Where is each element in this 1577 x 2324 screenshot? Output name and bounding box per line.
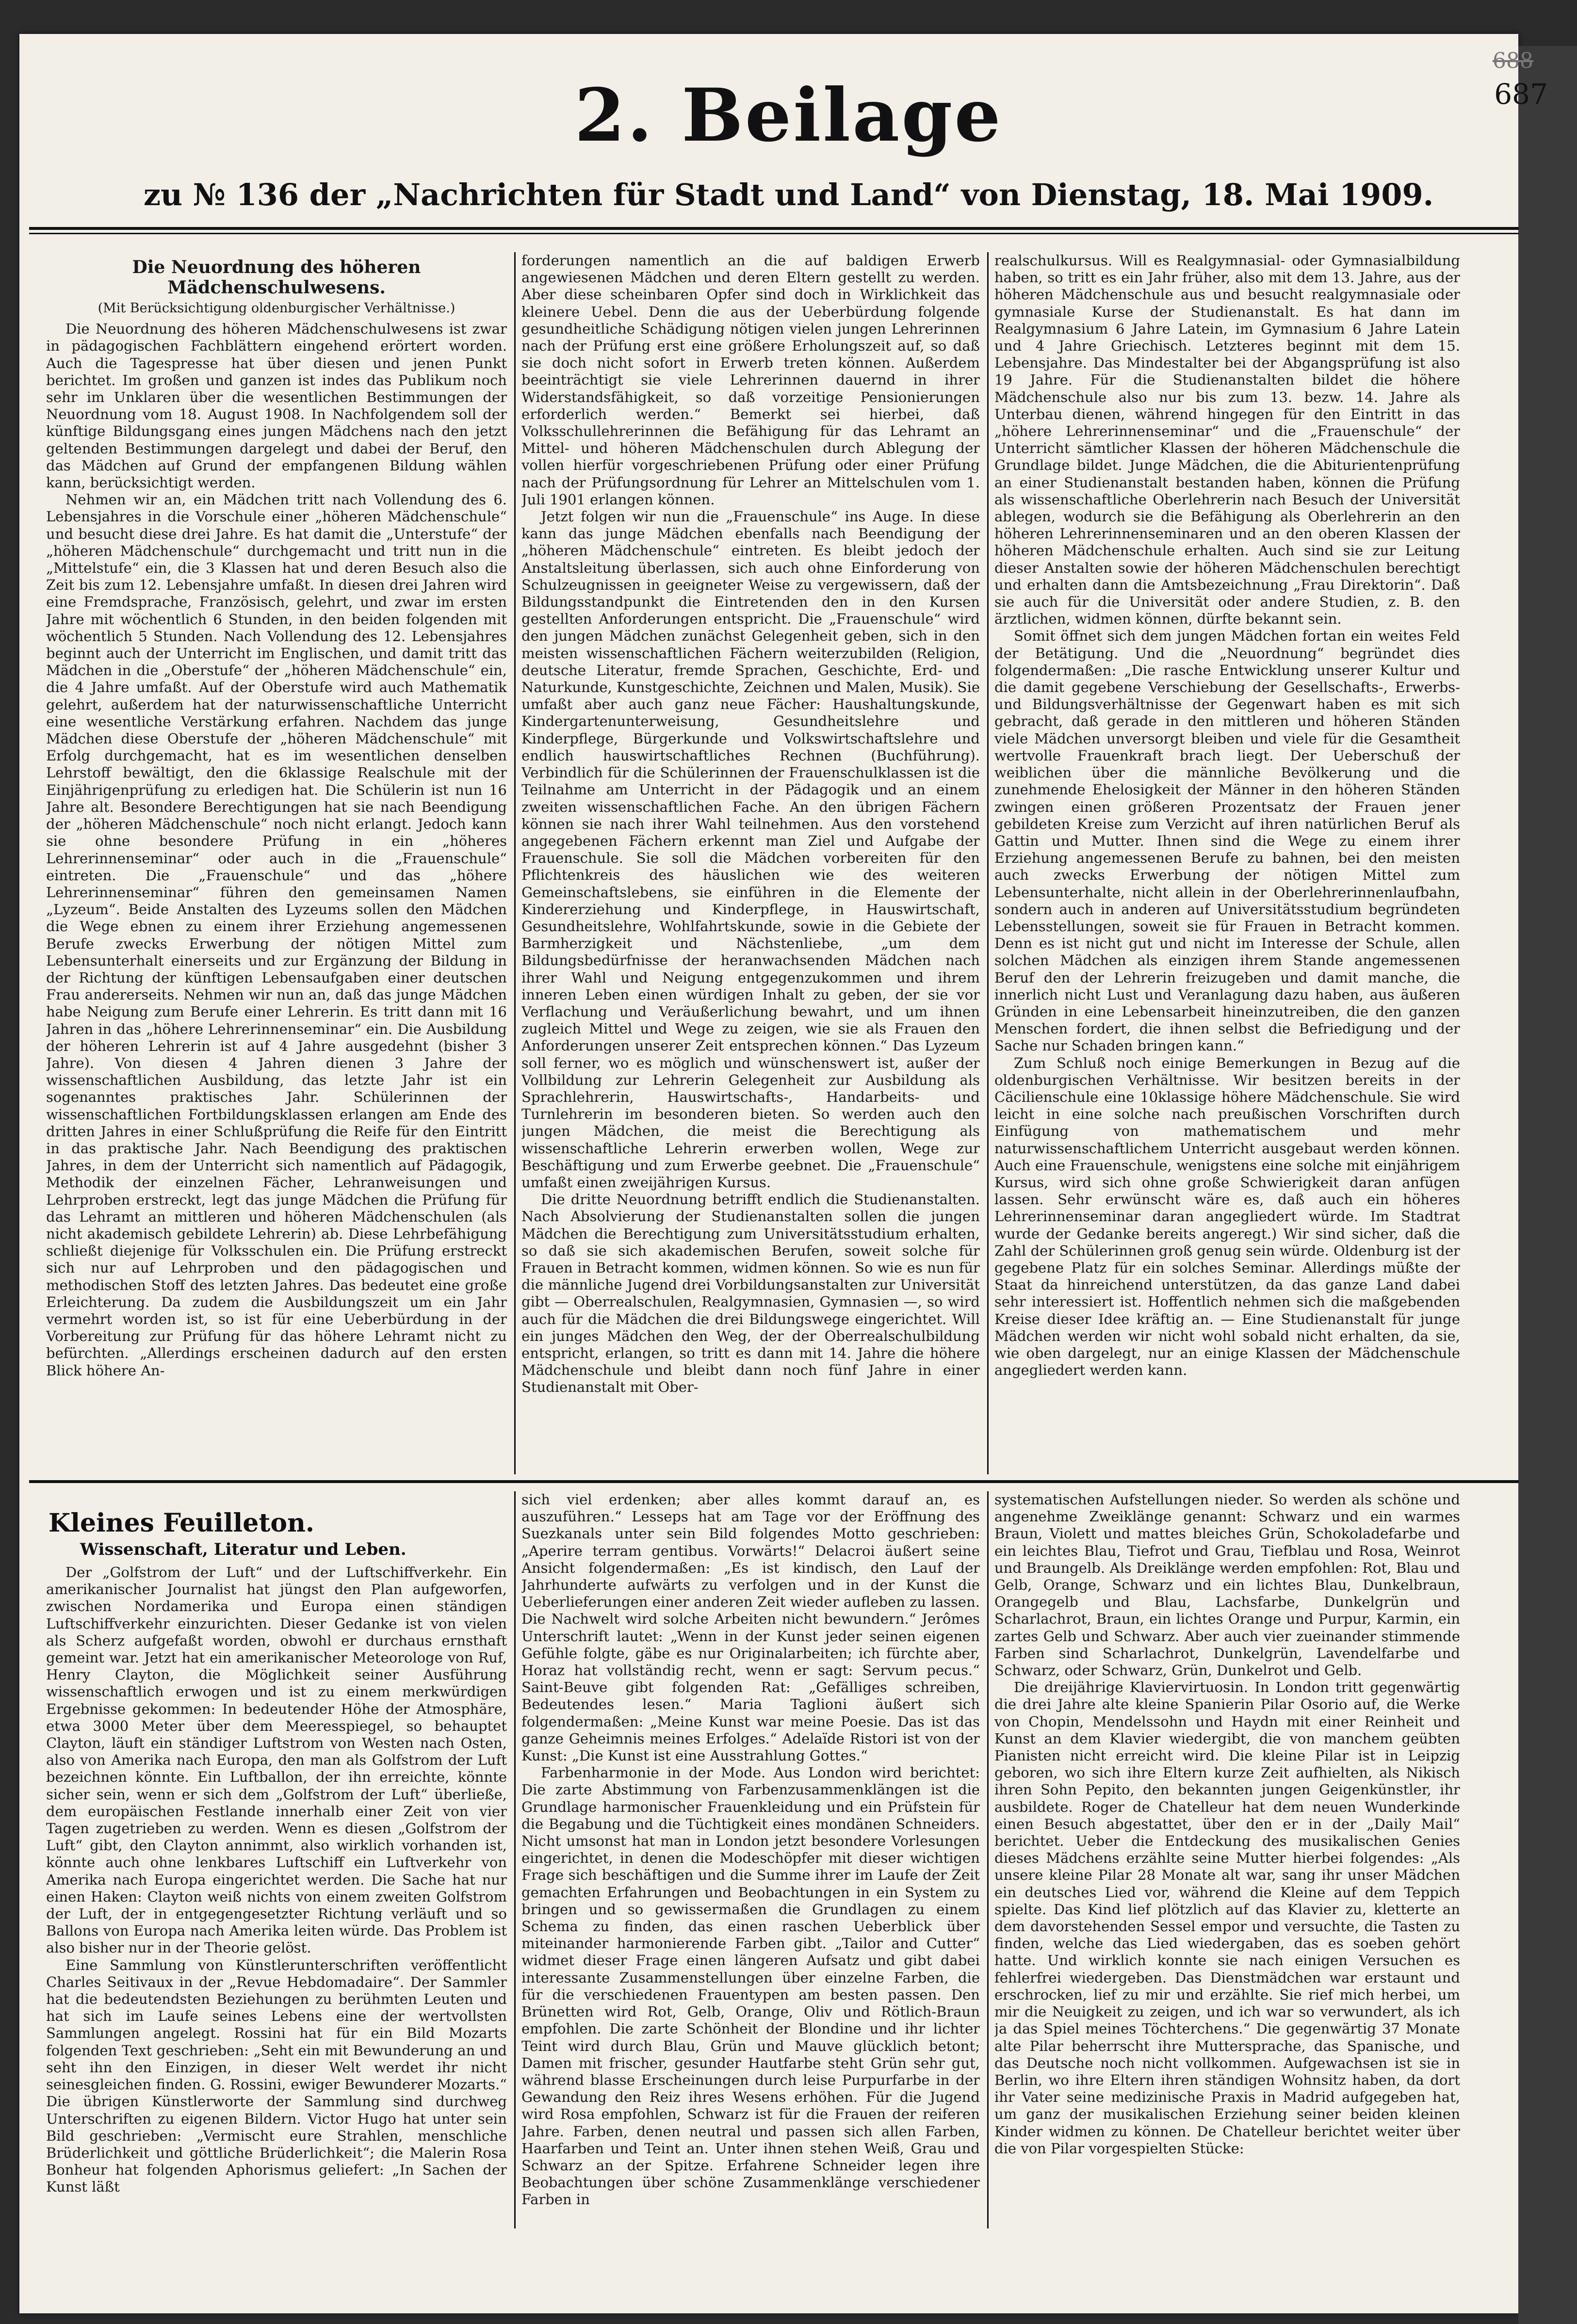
article-paragraph: Zum Schluß noch einige Bemerkungen in Bezug auf die oldenburgischen Verhältnisse. Wir besitzen bereits in der Cäcilienschule eine 10klassige höhere Mädchenschule. Sie wird leicht in eine solche nach preußischen Vorschriften durch Einfügung von mathematischem und mehr naturwissenschaftlichem Unterricht ausgebaut werden können. Auch eine Frauenschule, wenigstens eine solche mit einjährigem Kursus, wird sich ohne große Schwierigkeit daran anfügen lassen. Sehr erwünscht wäre es, daß auch ein höheres Lehrerinnenseminar daran angegliedert würde. Im Stadtrat wurde der Gedanke bereits angeregt.) Wir sind sicher, daß die Zahl der Schülerinnen groß genug sein würde. Oldenburg ist der gegebene Platz für ein solches Seminar. Allerdings müßte der Staat da hinreichend unterstützen, da das ganze Land dabei sehr interessiert ist. Hoffentlich nehmen sich die maßgebenden Kreise dieser Idee kräftig an. — Eine Studienanstalt für junge Mädchen werden wir nicht wohl sobald nicht erhalten, da sie, wie oben dargelegt, nur an einige Klassen der Mädchenschule angegliedert werden kann.: [994, 1054, 1460, 1379]
column-divider: [987, 1491, 989, 2228]
feuilleton-title: Kleines Feuilleton.: [49, 1508, 314, 1538]
article-paragraph: forderungen namentlich an die auf baldigen Erwerb angewiesenen Mädchen und deren Eltern gestellt zu werden. Aber diese scheinbaren Opfer sind doch in Wirklichkeit das kleinere Uebel. Denn die aus der Ueberbürdung folgende gesundheitliche Schädigung nötigen vielen jungen Lehrerinnen nach der Prüfung erst eine größere Erholungszeit auf, so daß sie doch nicht sofort in Erwerb treten können. Außerdem beeinträchtigt sie viele Lehrerinnen dauernd in ihrer Widerstandsfähigkeit, so daß vorzeitige Pensionierungen erforderlich werden.“ Bemerkt sei hierbei, daß Volksschullehrerinnen die Befähigung für das Lehramt an Mittel- und höheren Mädchenschulen durch Ablegung der vollen hierfür vorgeschriebenen Prüfung oder einer Prüfung nach der Prüfungsordnung für Lehrer an Mittelschulen vom 1. Juli 1901 erlangen können.: [521, 252, 980, 508]
old-page-number: 688: [1493, 48, 1533, 73]
article-column-1: [46, 252, 507, 1474]
feuilleton-paragraph: Der „Golfstrom der Luft“ und der Luftschiffverkehr. Ein amerikanischer Journalist hat jüngst den Plan aufgeworfen, zwischen Nordamerika und Europa einen ständigen Luftschiffverkehr einzurichten. Dieser Gedanke ist von vielen als Scherz aufgefaßt worden, obwohl er durchaus ernsthaft gemeint war. Jetzt hat ein amerikanischer Meteorologe von Ruf, Henry Clayton, die Möglichkeit seiner Ausführung wissenschaftlich erwogen und ist zu einem merkwürdigen Ergebnisse gekommen: In bedeutender Höhe der Atmosphäre, etwa 3000 Meter über dem Meeresspiegel, so behauptet Clayton, läuft ein ständiger Luftstrom von Westen nach Osten, also von Amerika nach Europa, den man als Golfstrom der Luft bezeichnen könnte. Ein Luftballon, der ihn erreichte, könnte sicher sein, wenn er sich dem „Golfstrom der Luft“ überließe, dem europäischen Festlande innerhalb einer Zeit von vier Tagen zugetrieben zu werden. Wenn es diesen „Golfstrom der Luft“ gibt, den Clayton annimmt, also wirklich vorhanden ist, könnte auch ohne lenkbares Luftschiff ein Luftverkehr von Amerika nach Europa eingerichtet werden. Die Sache hat nur einen Haken: Clayton weiß nichts von einem zweiten Golfstrom der Luft, der in entgegengesetzter Richtung verläuft und so Ballons von Europa nach Amerika leiten würde. Das Problem ist also bisher nur in der Theorie gelöst.: [46, 1564, 507, 1956]
feuilleton-column-3: [994, 1491, 1460, 2228]
article-paragraph: realschulkursus. Will es Realgymnasial- oder Gymnasialbildung haben, so tritt es ein Jahr früher, also mit dem 13. Jahre, aus der höheren Mädchenschule aus und besucht realgymnasiale oder gymnasiale Kurse der Studienanstalt. Es hat dann im Realgymnasium 6 Jahre Latein, im Gymnasium 6 Jahre Latein und 4 Jahre Griechisch. Letzteres beginnt mit dem 15. Lebensjahre. Das Mindestalter bei der Abgangsprüfung ist also 19 Jahre. Für die Studienanstalten bildet die höhere Mädchenschule also nur bis zum 13. bezw. 14. Jahre als Unterbau dienen, während hingegen für den Eintritt in das „höhere Lehrerinnenseminar“ und die „Frauenschule“ der Unterricht sämtlicher Klassen der höheren Mädchenschule die Grundlage bildet. Junge Mädchen, die die Abiturientenprüfung an einer Studienanstalt bestanden haben, können die Prüfung als wissenschaftliche Oberlehrerin nach Besuch der Universität ablegen, wodurch sie die Befähigung als Oberlehrerin an den höheren Lehrerinnenseminaren und an den oberen Klassen der höheren Mädchenschule erhalten. Auch sind sie zur Leitung dieser Anstalten sowie der höheren Mädchenschulen berechtigt und erhalten dann die Amtsbezeichnung „Frau Direktorin“. Daß sie auch für die Universität oder andere Studien, z. B. den ärztlichen, widmen können, dürfte bekannt sein.: [994, 252, 1460, 628]
section-rule: [29, 1480, 1519, 1483]
feuilleton-paragraph: Die dreijährige Klaviervirtuosin. In London tritt gegenwärtig die drei Jahre alte kleine Spanierin Pilar Osorio auf, die Werke von Chopin, Mendelssohn und Haydn mit einer Reinheit und Kunst an dem Klavier wiedergibt, die von manchem geübten Pianisten nicht erreicht wird. Die kleine Pilar ist in Leipzig geboren, wo sich ihre Eltern kurze Zeit aufhielten, als Nikisch ihren Sohn Pepito, den bekannten jungen Geigenkünstler, ihr ausbildete. Roger de Chatelleur hat dem neuen Wunderkinde einen Besuch abgestattet, über den er in der „Daily Mail“ berichtet. Ueber die Entdeckung des musikalischen Genies dieses Mädchens erzählte seine Mutter hierbei folgendes: „Als unsere kleine Pilar 28 Monate alt war, sang ihr unser Mädchen ein deutsches Lied vor, während die Kleine auf dem Teppich spielte. Das Kind lief plötzlich auf das Klavier zu, kletterte an dem davorstehenden Sessel empor und versuchte, die Tasten zu finden, welche das Lied wiedergaben, das es soeben gehört hatte. Und wirklich konnte sie nach einigen Versuchen es fehlerfrei wiedergeben. Das Dienstmädchen war erstaunt und erschrocken, lief zu mir und erzählte. Sie rief mich herbei, um mir die Neuigkeit zu zeigen, und ich war so verwundert, als ich ja das Spiel meines Töchterchens.“ Die gegenwärtig 37 Monate alte Pilar beherrscht ihre Muttersprache, das Spanische, und das Deutsche noch nicht vollkommen. Aufgewachsen ist sie in Berlin, wo ihre Eltern ihren ständigen Wohnsitz haben, da dort ihr Vater seine medizinische Praxis in Madrid aufgegeben hat, um ganz der musikalischen Erziehung seiner beiden kleinen Kinder widmen zu können. De Chatelleur berichtet weiter über die von Pilar vorgespielten Stücke:: [994, 1679, 1460, 2157]
article-paragraph: Somit öffnet sich dem jungen Mädchen fortan ein weites Feld der Betätigung. Und die „Neuordnung“ begründet dies folgendermaßen: „Die rasche Entwicklung unserer Kultur und die damit gegebene Verschiebung der Gesellschafts-, Erwerbs- und Bildungsverhältnisse der Gegenwart haben es mit sich gebracht, daß gerade in den mittleren und höheren Ständen viele Mädchen unversorgt bleiben und viele für die Gesamtheit wertvolle Frauenkraft brach liegt. Der Ueberschuß der weiblichen über die männliche Bevölkerung und die zunehmende Ehelosigkeit der Männer in den höheren Ständen zwingen einen größeren Prozentsatz der Frauen jener gebildeten Kreise zum Verzicht auf ihren natürlichen Beruf als Gattin und Mutter. Ihnen sind die Wege zu einem ihrer Erziehung angemessenen Berufe zu bahnen, bei den meisten auch zwecks Erwerbung der nötigen Mittel zum Lebensunterhalte, nicht allein in der Oberlehrerinnenlaufbahn, sondern auch in anderen auf Universitätsstudium begründeten Lebensstellungen, soweit sie für Frauen in Betracht kommen. Denn es ist nicht gut und nicht im Interesse der Schule, allen solchen Mädchen als einzigen ihrem Stande angemessenen Beruf den der Lehrerin freizugeben und damit manche, die innerlich nicht Lust und Veranlagung dazu haben, aus äußeren Gründen in eine Lebensarbeit hineinzutreiben, die den ganzen Menschen fordert, die ihnen selbst die Befriedigung und der Sache nur Schaden bringen kann.“: [994, 628, 1460, 1054]
top-rule: [29, 227, 1519, 230]
feuilleton-column-1: [46, 1564, 507, 2228]
article-title: Die Neuordnung des höheren Mädchenschulwesens.: [132, 257, 421, 298]
column-divider: [514, 252, 516, 1474]
article-paragraph: Die Neuordnung des höheren Mädchenschulwesens ist zwar in pädagogischen Fachblättern eingehend erörtert worden. Auch die Tagespresse hat über diesen und jenen Punkt berichtet. Im großen und ganzen ist indes das Publikum noch sehr im Unklaren über die wesentlichen Bestimmungen der Neuordnung vom 18. August 1908. In Nachfolgendem soll der künftige Bildungsgang eines jungen Mädchens nach den jetzt geltenden Bestimmungen dargelegt und dabei der Beruf, den das Mädchen auf Grund der empfangenen Bildung wählen kann, berücksichtigt werden.: [46, 321, 507, 491]
article-paragraph: Die dritte Neuordnung betrifft endlich die Studienanstalten. Nach Absolvierung der Studienanstalten sollen die jungen Mädchen die Berechtigung zum Universitätsstudium erhalten, so daß sie sich akademischen Berufen, soweit solche für Frauen in Betracht kommen, widmen können. So wie es nun für die männliche Jugend drei Vorbildungsanstalten zur Universität gibt — Oberrealschulen, Realgymnasien, Gymnasien —, so wird auch für die Mädchen die drei Bildungswege eingerichtet. Will ein junges Mädchen den Weg, der der Oberrealschulbildung entspricht, erlangen, so tritt es dann mit 14. Jahre die höhere Mädchenschule und bleibt dann noch fünf Jahre in einer Studienanstalt mit Ober-: [521, 1191, 980, 1396]
masthead-title: 2. Beilage: [574, 73, 1003, 158]
feuilleton-column-2: [521, 1491, 980, 2228]
article-paragraph: Nehmen wir an, ein Mädchen tritt nach Vollendung des 6. Lebensjahres in die Vorschule einer „höheren Mädchenschule“ und besucht diese drei Jahre. Es hat damit die „Unterstufe“ der „höheren Mädchenschule“ durchgemacht und tritt nun in die „Mittelstufe“ ein, die 3 Klassen hat und deren Besuch also die Zeit bis zum 12. Lebensjahre umfaßt. In diesen drei Jahren wird eine Fremdsprache, Französisch, gelehrt, und zwar im ersten Jahre mit wöchentlich 6 Stunden, in den beiden folgenden mit wöchentlich 5 Stunden. Nach Vollendung des 12. Lebensjahres beginnt auch der Unterricht im Englischen, und damit tritt das Mädchen in die „Oberstufe“ der „höheren Mädchenschule“ ein, die 4 Jahre umfaßt. Auf der Oberstufe wird auch Mathematik gelehrt, außerdem hat der naturwissenschaftliche Unterricht eine wesentliche Verstärkung erfahren. Nachdem das junge Mädchen diese Oberstufe der „höheren Mädchenschule“ mit Erfolg durchgemacht, hat es im wesentlichen denselben Lehrstoff bewältigt, den die 6klassige Realschule mit der Einjährigenprüfung zu erledigen hat. Die Schülerin ist nun 16 Jahre alt. Besondere Berechtigungen hat sie nach Beendigung der „höheren Mädchenschule“ noch nicht erlangt. Jedoch kann sie ohne besondere Prüfung in ein „höheres Lehrerinnenseminar“ oder auch in die „Frauenschule“ eintreten. Die „Frauenschule“ und das „höhere Lehrerinnenseminar“ führen den gemeinsamen Namen „Lyzeum“. Beide Anstalten des Lyzeums sollen den Mädchen die Wege ebnen zu einem ihrer Erziehung angemessenen Berufe zwecks Erwerbung der nötigen Mittel zum Lebensunterhalt einerseits und zur Ergänzung der Bildung in der Richtung der künftigen Lebensaufgaben einer deutschen Frau andererseits. Nehmen wir nun an, daß das junge Mädchen habe Neigung zum Berufe einer Lehrerin. Es tritt dann mit 16 Jahren in das „höhere Lehrerinnenseminar“ ein. Die Ausbildung der höheren Lehrerin ist auf 4 Jahre ausgedehnt (bisher 3 Jahre). Von diesen 4 Jahren dienen 3 Jahre der wissenschaftlichen Ausbildung, das letzte Jahr ist ein sogenanntes praktisches Jahr. Schülerinnen der wissenschaftlichen Fortbildungsklassen erlangen am Ende des dritten Jahres in einer Schlußprüfung die Reife für den Eintritt in das praktische Jahr. Nach Beendigung des praktischen Jahres, in dem der Unterricht sich namentlich auf Pädagogik, Methodik der einzelnen Fächer, Lehranweisungen und Lehrproben erstreckt, legt das junge Mädchen die Prüfung für das Lehramt an mittleren und höheren Mädchenschulen (als nicht akademisch gebildete Lehrerin) ab. Diese Lehrbefähigung schließt diejenige für Volksschulen ein. Die Prüfung erstreckt sich nur auf Lehrproben und den pädagogischen und methodischen Stoff des letzten Jahres. Das bedeutet eine große Erleichterung. Da zudem die Ausbildungszeit um ein Jahr vermehrt worden ist, so ist für eine Ueberbürdung in der Vorbereitung zur Prüfung für das höhere Lehramt nicht zu befürchten. „Allerdings erscheinen dadurch auf den ersten Blick höhere An-: [46, 491, 507, 1379]
feuilleton-paragraph: sich viel erdenken; aber alles kommt darauf an, es auszuführen.“ Lesseps hat am Tage vor der Eröffnung des Suezkanals unter sein Bild folgendes Motto geschrieben: „Aperire terram gentibus. Vorwärts!“ Delacroi äußert seine Ansicht folgendermaßen: „Es ist kindisch, den Lauf der Jahrhunderte aufwärts zu verfolgen und in der Kunst die Ueberlieferungen einer anderen Zeit wieder aufleben zu lassen. Die Nachwelt wird solche Arbeiten nicht bewundern.“ Jerômes Unterschrift lautet: „Wenn in der Kunst jeder seinen eigenen Gefühle folgte, gäbe es nur Originalarbeiten; ich fürchte aber, Horaz hat vollständig recht, wenn er sagt: Servum pecus.“ Saint-Beuve gibt folgenden Rat: „Gefälliges schreiben, Bedeutendes lesen.“ Maria Taglioni äußert sich folgendermaßen: „Meine Kunst war meine Poesie. Das ist das ganze Geheimnis meines Erfolges.“ Adelaïde Ristori ist von der Kunst: „Die Kunst ist eine Ausstrahlung Gottes.“: [521, 1491, 980, 1764]
feuilleton-paragraph: Farbenharmonie in der Mode. Aus London wird berichtet: Die zarte Abstimmung von Farbenzusammenklängen ist die Grundlage harmonischer Frauenkleidung und ein Prüfstein für die Begabung und die Tüchtigkeit eines mondänen Schneiders. Nicht umsonst hat man in London jetzt besondere Vorlesungen eingerichtet, in denen die Modeschöpfer mit dieser wichtigen Frage sich beschäftigen und die Summe ihrer im Laufe der Zeit gemachten Erfahrungen und Beobachtungen in ein System zu bringen und so gewissermaßen die Grundlagen zu einem Schema zu finden, das einen raschen Ueberblick über miteinander harmonierende Farben gibt. „Tailor and Cutter“ widmet dieser Frage einen längeren Aufsatz und gibt dabei interessante Zusammenstellungen über einzelne Farben, die für die verschiedenen Frauentypen am besten passen. Den Brünetten wird Rot, Gelb, Orange, Oliv und Rötlich-Braun empfohlen. Die zarte Schönheit der Blondine und ihr lichter Teint wird durch Blau, Grün und Mauve glücklich betont; Damen mit frischer, gesunder Hautfarbe steht Grün sehr gut, während blasse Erscheinungen durch leise Purpurfarbe in der Gewandung den Reiz ihres Wesens erhöhen. Für die Jugend wird Rosa empfohlen, Schwarz ist für die Frauen der reiferen Jahre. Farben, denen neutral und passen sich allen Farben, Haarfarben und Teint an. Unter ihnen stehen Weiß, Grau und Schwarz an der Spitze. Erfahrene Schneider legen ihre Beobachtungen über schöne Zusammenklänge verschiedener Farben in: [521, 1764, 980, 2208]
article-paragraph: Jetzt folgen wir nun die „Frauenschule“ ins Auge. In diese kann das junge Mädchen ebenfalls nach Beendigung der „höheren Mädchenschule“ eintreten. Es bleibt jedoch der Anstaltsleitung überlassen, sich auch ohne Einforderung von Schulzeugnissen in geeigneter Weise zu vergewissern, daß der Bildungsstandpunkt die Eintretenden den in den Kursen gestellten Anforderungen entspricht. Die „Frauenschule“ wird den jungen Mädchen zunächst Gelegenheit geben, sich in den meisten wissenschaftlichen Fächern weiterzubilden (Religion, deutsche Literatur, fremde Sprachen, Geschichte, Erd- und Naturkunde, Kunstgeschichte, Zeichnen und Malen, Musik). Sie umfaßt aber auch ganz neue Fächer: Haushaltungskunde, Kindergartenunterweisung, Gesundheitslehre und Kinderpflege, Bürgerkunde und Volkswirtschaftslehre und endlich hauswirtschaftliches Rechnen (Buchführung). Verbindlich für die Schülerinnen der Frauenschulklassen ist die Teilnahme am Unterricht in der Pädagogik und an einem zweiten wissenschaftlichen Fache. An den übrigen Fächern können sie nach ihrer Wahl teilnehmen. Aus den vorstehend angegebenen Fächern erkennt man Ziel und Aufgabe der Frauenschule. Sie soll die Mädchen vorbereiten für den Pflichtenkreis des häuslichen wie des weiteren Gemeinschaftslebens, sie einführen in die Elemente der Kindererziehung und Kinderpflege, in Hauswirtschaft, Gesundheitslehre, Wohlfahrtskunde, sowie in die Gebiete der Barmherzigkeit und Nächstenliebe, „um dem Bildungsbedürfnisse der heranwachsenden Mädchen nach ihrer Wahl und Neigung entgegenzukommen und ihrem inneren Leben einen würdigen Inhalt zu geben, der sie vor Verflachung und Veräußerlichung bewahrt, und um ihnen zugleich Mittel und Wege zu zeigen, wie sie als Frauen den Anforderungen unserer Zeit entsprechen können.“ Das Lyzeum soll ferner, wo es möglich und wünschenswert ist, außer der Vollbildung zur Lehrerin Gelegenheit zur Ausbildung als Sprachlehrerin, Hauswirtschafts-, Handarbeits- und Turnlehrerin im besonderen bieten. So werden auch den jungen Mädchen, die meist die Berechtigung als wissenschaftliche Lehrerin erwerben wollen, Wege zur Beschäftigung und zum Erwerbe geebnet. Die „Frauenschule“ umfaßt einen zweijährigen Kursus.: [521, 508, 980, 1191]
scan-edge: [1518, 46, 1577, 2324]
article-note: (Mit Berücksichtigung oldenburgischer Verhältnisse.): [98, 301, 455, 316]
column-divider: [514, 1491, 516, 2228]
feuilleton-paragraph: systematischen Aufstellungen nieder. So werden als schöne und angenehme Zweiklänge genannt: Schwarz und ein warmes Braun, Violett und mattes bleiches Grün, Schokoladefarbe und ein leichtes Blau, Tiefrot und Grau, Tiefblau und Rosa, Weinrot und Braungelb. Als Dreiklänge werden empfohlen: Rot, Blau und Gelb, Orange, Schwarz und ein lichtes Blau, Dunkelbraun, Orangegelb und Blau, Lachsfarbe, Dunkelgrün und Scharlachrot, Braun, ein lichtes Orange und Purpur, Karmin, ein zartes Gelb und Schwarz. Aber auch vier zueinander stimmende Farben sind Scharlachrot, Dunkelgrün, Lavendelfarbe und Schwarz, oder Schwarz, Grün, Dunkelrot und Gelb.: [994, 1491, 1460, 1679]
masthead: [0, 73, 1577, 158]
masthead-subtitle: zu № 136 der „Nachrichten für Stadt und Land“ von Dienstag, 18. Mai 1909.: [143, 177, 1434, 212]
page-number: 687: [1494, 78, 1548, 111]
column-divider: [987, 252, 989, 1474]
feuilleton-subtitle: Wissenschaft, Literatur und Leben.: [80, 1540, 406, 1559]
top-rule-thin: [29, 233, 1519, 234]
feuilleton-paragraph: Eine Sammlung von Künstlerunterschriften veröffentlicht Charles Seitivaux in der „Revue Hebdomadaire“. Der Sammler hat die bedeutendsten Beziehungen zu berühmten Leuten und hat sich im Laufe seines Lebens eine der wertvollsten Sammlungen angelegt. Rossini hat für ein Bild Mozarts folgenden Text geschrieben: „Seht ein mit Bewunderung an und seht ihn den Einzigen, in dieser Welt werdet ihr nicht seinesgleichen finden. G. Rossini, ewiger Bewunderer Mozarts.“ Die übrigen Künstlerworte der Sammlung sind durchweg Unterschriften zu eigenen Bildern. Victor Hugo hat unter sein Bild geschrieben: „Vermischt eure Strahlen, menschliche Brüderlichkeit und göttliche Brüderlichkeit“; die Malerin Rosa Bonheur hat folgenden Aphorismus geliefert: „In Sachen der Kunst läßt: [46, 1956, 507, 2195]
article-column-3: [994, 252, 1460, 1474]
article-column-2: [521, 252, 980, 1474]
